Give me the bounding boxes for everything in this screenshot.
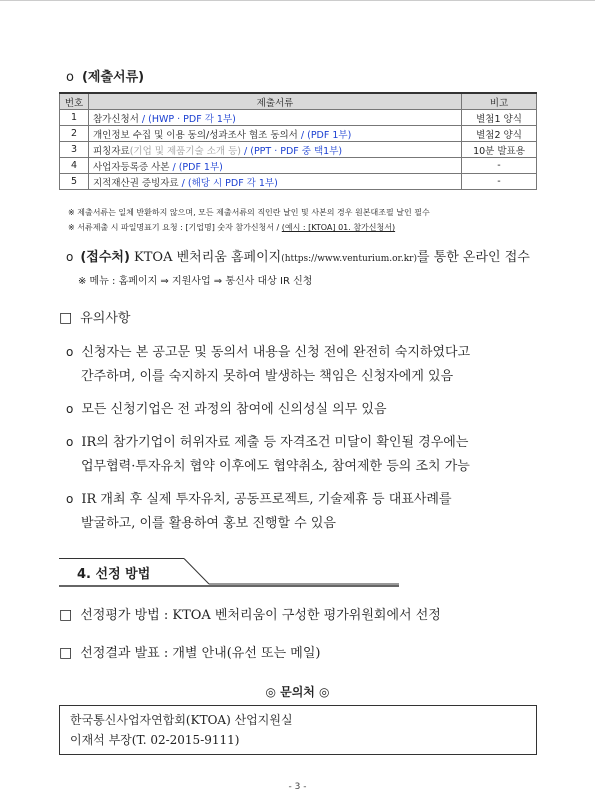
doc-main: 사업자등록증 사본 <box>93 161 170 173</box>
notice-item-line: 업무협력·투자유치 협약 이후에도 협약취소, 참여제한 등의 조치 가능 <box>81 459 470 474</box>
table-row <box>60 126 537 142</box>
contact-line-2: 이재석 부장(T. 02-2015-9111) <box>70 733 240 747</box>
doc-sep: / <box>138 113 149 125</box>
row-document <box>89 158 462 174</box>
doc-format: (PPT · PDF 중 택1부) <box>250 145 343 157</box>
doc-sep: / <box>178 177 188 189</box>
row-document <box>89 142 462 158</box>
notice-text: 모든 신청기업은 전 과정의 참여에 신의성실 의무 있음 <box>81 402 387 417</box>
row-document <box>89 126 462 142</box>
table-row <box>60 174 537 190</box>
row-number: 4 <box>60 158 89 174</box>
row-note: - <box>462 174 537 190</box>
reception-url[interactable]: (https://www.venturium.or.kr) <box>281 254 417 264</box>
row-document <box>89 110 462 126</box>
notice-item-line: 간주하며, 이를 숙지하지 못하여 발생하는 책임은 신청자에게 있음 <box>81 369 454 384</box>
contact-box <box>59 705 537 755</box>
notice-item-2 <box>66 397 546 422</box>
notice-item-3 <box>66 430 546 479</box>
row-number: 5 <box>60 174 89 190</box>
submission-heading <box>66 66 144 85</box>
notice-item-4 <box>66 487 546 536</box>
section4-item-text: 선정평가 방법 : KTOA 벤처리움이 구성한 평가위원회에서 선정 <box>80 608 441 623</box>
doc-main: 참가신청서 <box>93 113 139 125</box>
reception-bullet: o <box>66 250 74 264</box>
notice-item-line <box>66 430 546 455</box>
doc-format: (PDF 1부) <box>178 161 223 173</box>
row-number: 3 <box>60 142 89 158</box>
reception-line <box>66 245 530 271</box>
checkbox-square-icon: □ <box>59 310 73 326</box>
doc-sep: / <box>240 145 251 157</box>
row-note: 10분 발표용 <box>462 142 537 158</box>
submission-note-1: ※ 제출서류는 일체 반환하지 않으며, 모든 제출서류의 직인란 날인 및 사본의 경우 원본대조필 날인 필수 <box>68 208 430 217</box>
submission-note-2 <box>68 222 548 233</box>
notice-text: 신청자는 본 공고문 및 동의서 내용을 신청 전에 완전히 숙지하였다고 <box>81 345 471 360</box>
table-row <box>60 142 537 158</box>
doc-format: (HWP · PDF 각 1부) <box>148 113 236 125</box>
row-note: - <box>462 158 537 174</box>
page-top-rule <box>0 0 595 1</box>
section4-item-2 <box>59 641 320 666</box>
notice-bullet: o <box>66 492 74 506</box>
row-note: 별첨2 양식 <box>462 126 537 142</box>
section4-title: 4. 선정 방법 <box>77 567 151 582</box>
row-document <box>89 174 462 190</box>
reception-text-pre: KTOA 벤처리움 홈페이지 <box>129 250 282 265</box>
doc-main: 피칭자료 <box>93 145 130 157</box>
section4-item-text: 선정결과 발표 : 개별 안내(유선 또는 메일) <box>80 646 321 661</box>
notice-item-1 <box>66 340 546 389</box>
checkbox-square-icon: □ <box>59 607 73 623</box>
heading-text: (제출서류) <box>81 70 145 85</box>
table-row <box>60 158 537 174</box>
notice-item-line <box>66 487 546 512</box>
doc-paren: (기업 및 제품기술 소개 등) <box>129 145 241 157</box>
row-number: 1 <box>60 110 89 126</box>
notice-text: IR 개최 후 실제 투자유치, 공동프로젝트, 기술제휴 등 대표사례를 <box>81 492 452 507</box>
table-row <box>60 110 537 126</box>
note2-example: (예시 : [KTOA] 01. 참가신청서) <box>281 223 396 232</box>
row-number: 2 <box>60 126 89 142</box>
notice-item-line <box>66 340 546 365</box>
section4-tab <box>59 558 399 588</box>
notice-bullet: o <box>66 402 74 416</box>
page-number: - 3 - <box>288 782 307 792</box>
notice-title: 유의사항 <box>80 311 131 326</box>
contact-heading: ◎ 문의처 ◎ <box>265 685 330 699</box>
table-header-row <box>60 93 537 110</box>
reception-text-post: 를 통한 온라인 접수 <box>416 250 530 265</box>
documents-table <box>59 92 537 190</box>
notice-text: IR의 참가기업이 허위자료 제출 등 자격조건 미달이 확인될 경우에는 <box>81 435 469 450</box>
notice-bullet: o <box>66 345 74 359</box>
section4-item-1 <box>59 603 441 628</box>
reception-label: (접수처) <box>80 250 130 265</box>
contact-line-1: 한국통신사업자연합회(KTOA) 산업지원실 <box>70 713 293 727</box>
doc-sep: / <box>169 161 179 173</box>
doc-main: 지적재산권 증빙자료 <box>93 177 179 189</box>
heading-bullet: o <box>66 70 74 85</box>
col-header-document: 제출서류 <box>89 93 462 110</box>
reception-menu: ※ 메뉴 : 홈페이지 ⇒ 지원사업 ⇒ 통신사 대상 IR 신청 <box>78 276 313 287</box>
doc-format: (PDF 1부) <box>307 129 352 141</box>
checkbox-square-icon: □ <box>59 645 73 661</box>
notice-item-line: 발굴하고, 이를 활용하여 홍보 진행할 수 있음 <box>81 516 336 531</box>
row-note: 별첨1 양식 <box>462 110 537 126</box>
note2-prefix: ※ 서류제출 시 파일명표기 요청 : [기업명] 숫자 참가신청서 / <box>68 223 282 232</box>
col-header-note: 비고 <box>462 93 537 110</box>
doc-format: (해당 시 PDF 각 1부) <box>187 177 278 189</box>
col-header-number: 번호 <box>60 93 89 110</box>
doc-sep: / <box>297 129 308 141</box>
notice-bullet: o <box>66 435 74 449</box>
notice-heading <box>59 306 130 331</box>
doc-main: 개인정보 수집 및 이용 동의/성과조사 협조 동의서 <box>93 129 298 141</box>
